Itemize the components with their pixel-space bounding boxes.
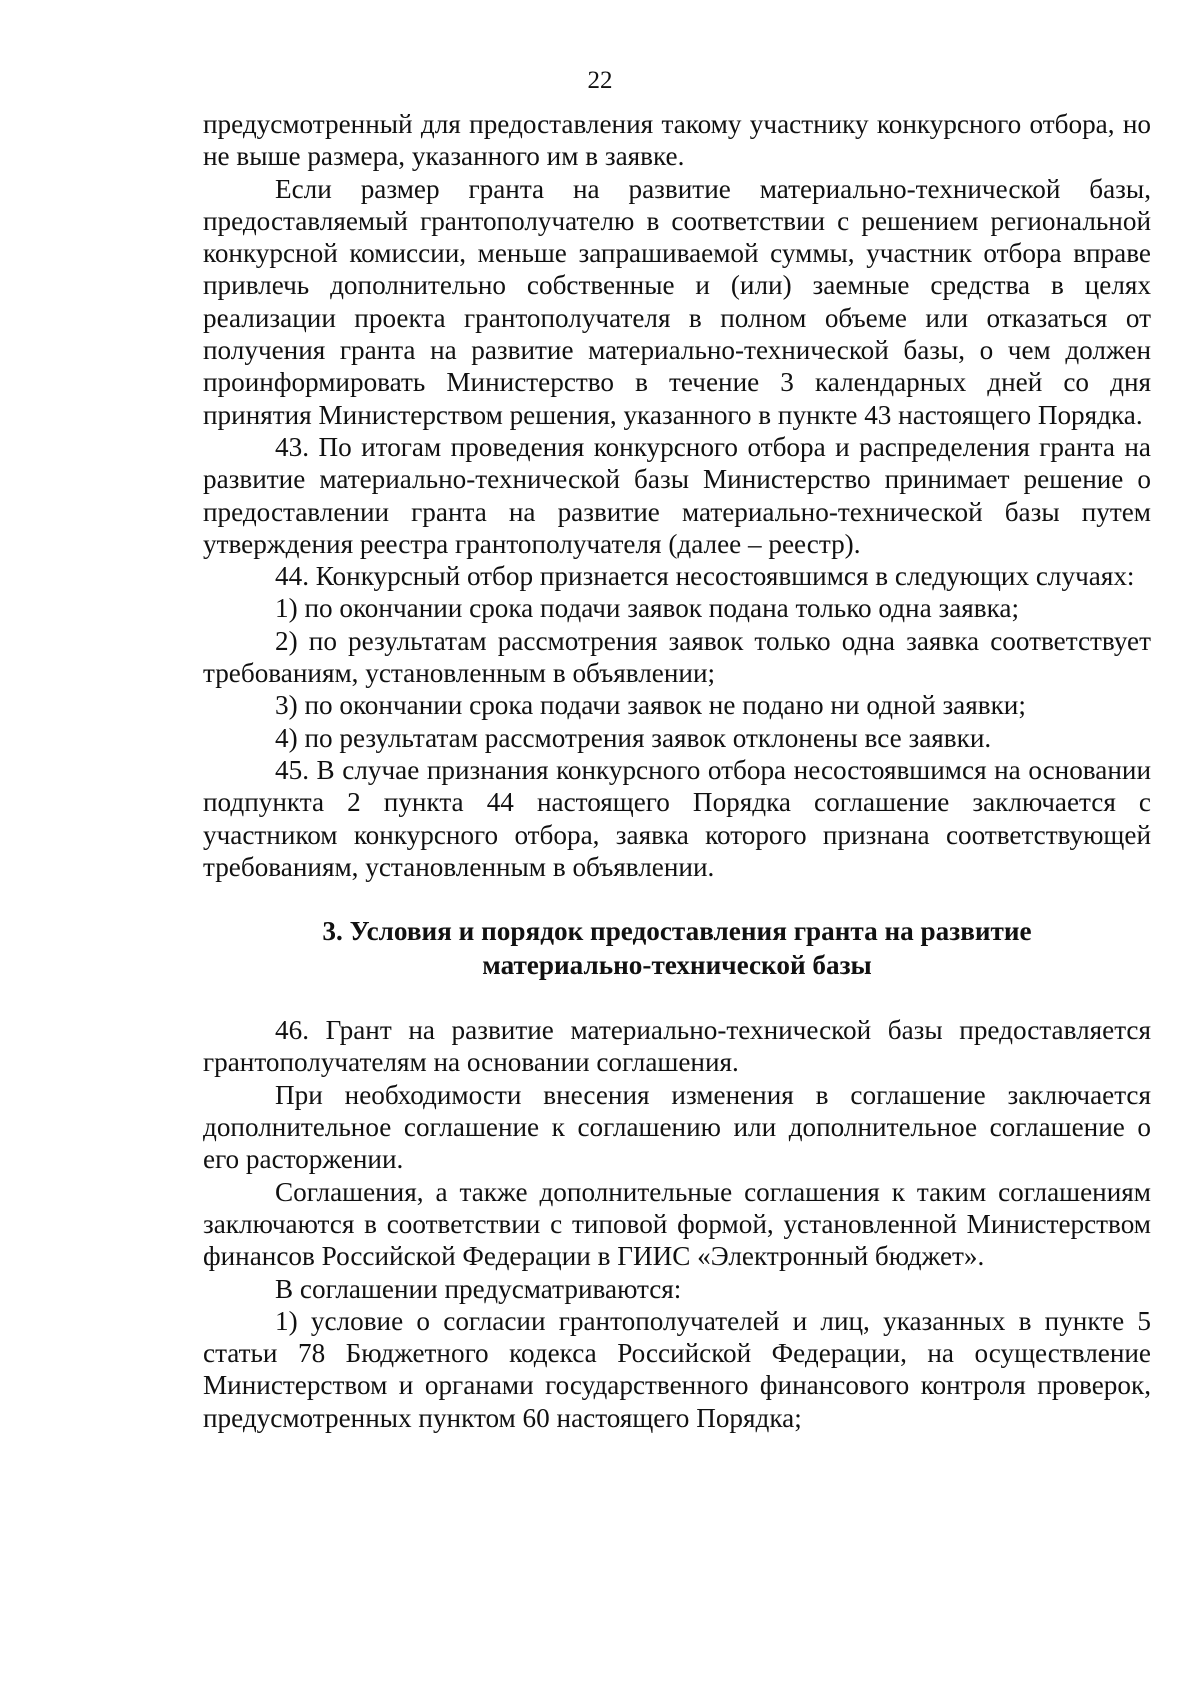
paragraph-agreement-provisions: В соглашении предусматриваются: bbox=[275, 1273, 682, 1304]
paragraph-amendment: При необходимости внесения изменения в соглашение заключается дополнительное соглашение к соглашению или дополнительное соглашение о его расторжении. bbox=[203, 1079, 1151, 1175]
paragraph-44-item-1: 1) по окончании срока подачи заявок подана только одна заявка; bbox=[275, 593, 1020, 624]
paragraph-44-item-2: 2) по результатам рассмотрения заявок только одна заявка соответствует требованиям, установленным в объявлении; bbox=[203, 625, 1151, 689]
paragraph-44: 44. Конкурсный отбор признается несостоявшимся в следующих случаях: bbox=[275, 561, 1135, 592]
section-heading-line-1: 3. Условия и порядок предоставления гранта на развитие bbox=[322, 916, 1032, 947]
page-number: 22 bbox=[587, 67, 613, 94]
paragraph-45: 45. В случае признания конкурсного отбора несостоявшимся на основании подпункта 2 пункта 44 настоящего Порядка соглашение заключается с участником конкурсного отбора, заявка которого признана соответствующей требованиям, установленным в объявлении. bbox=[203, 754, 1151, 882]
paragraph-44-item-3: 3) по окончании срока подачи заявок не подано ни одной заявки; bbox=[275, 690, 1026, 721]
paragraph-continuation: предусмотренный для предоставления такому участнику конкурсного отбора, но не выше размера, указанного им в заявке. bbox=[203, 109, 1151, 172]
paragraph-43: 43. По итогам проведения конкурсного отбора и распределения гранта на развитие материально-технической базы Министерство принимает решение о предоставлении гранта на развитие материально-технической базы путем утверждения реестра грантополучателя (далее – реестр). bbox=[203, 431, 1151, 559]
paragraph-46: 46. Грант на развитие материально-технической базы предоставляется грантополучателям на основании соглашения. bbox=[203, 1015, 1151, 1078]
section-heading-line-2: материально-технической базы bbox=[482, 950, 872, 981]
paragraph-provision-1: 1) условие о согласии грантополучателей и лиц, указанных в пункте 5 статьи 78 Бюджетного кодекса Российской Федерации, на осуществление Министерством и органами государственного финансового контроля проверок, предусмотренных пунктом 60 настоящего Порядка; bbox=[203, 1305, 1151, 1433]
document-body bbox=[203, 108, 1151, 1434]
section-heading bbox=[203, 914, 1151, 982]
paragraph-44-item-4: 4) по результатам рассмотрения заявок отклонены все заявки. bbox=[275, 722, 992, 753]
paragraph-agreements-form: Соглашения, а также дополнительные соглашения к таким соглашениям заключаются в соответствии с типовой формой, установленной Министерством финансов Российской Федерации в ГИИС «Электронный бюджет». bbox=[203, 1176, 1151, 1272]
paragraph-grant-size: Если размер гранта на развитие материально-технической базы, предоставляемый грантополучателю в соответствии с решением региональной конкурсной комиссии, меньше запрашиваемой суммы, участник отбора вправе привлечь дополнительно собственные и (или) заемные средства в целях реализации проекта грантополучателя в полном объеме или отказаться от получения гранта на развитие материально-технической базы, о чем должен проинформировать Министерство в течение 3 календарных дней со дня принятия Министерством решения, указанного в пункте 43 настоящего Порядка. bbox=[203, 173, 1151, 430]
